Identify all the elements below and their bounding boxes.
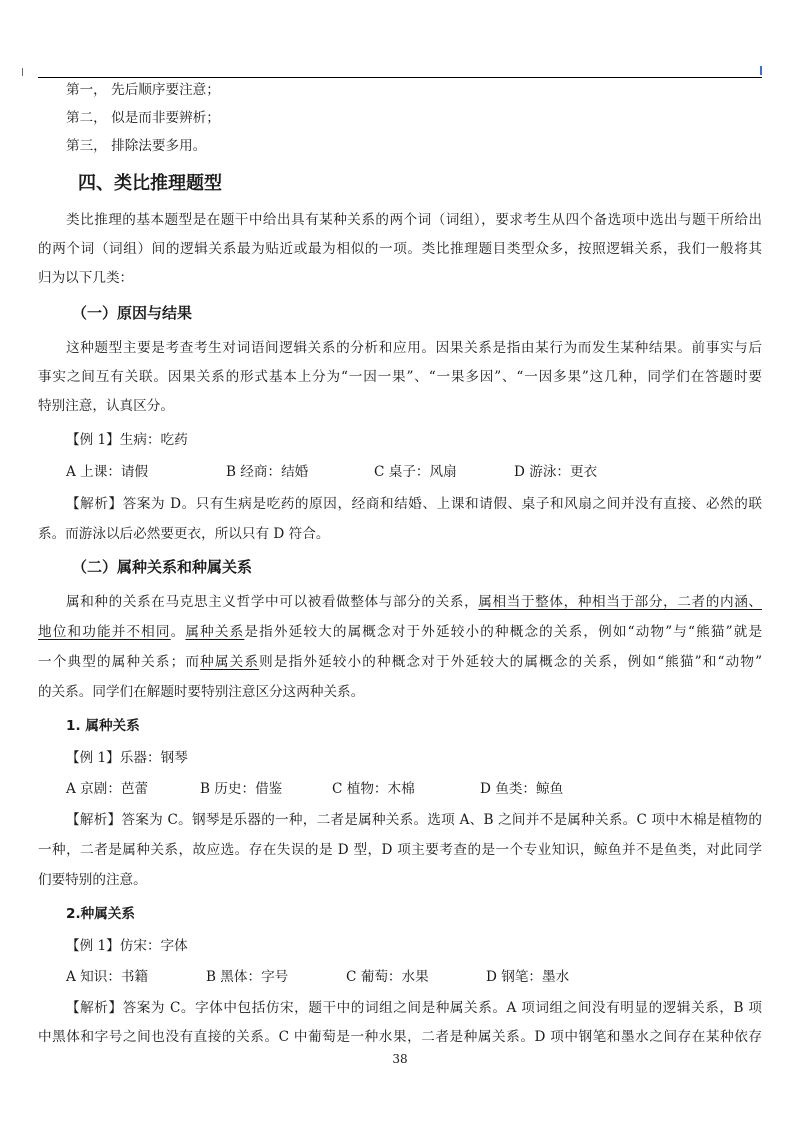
tip-line: 第三， 排除法要多用。 <box>66 138 207 154</box>
option-d: D 钢笔：墨水 <box>486 969 570 985</box>
analysis-line: 中黑体和字号之间也没有直接的关系。C 中葡萄是一种水果，二者是种属关系。D 项中钢笔和墨水之间存在某种依存 <box>38 1029 762 1045</box>
header-rule <box>38 77 762 78</box>
subsection-heading: （一）原因与结果 <box>72 304 193 322</box>
analysis-line: 系。而游泳以后必然要更衣，所以只有 D 符合。 <box>38 526 330 542</box>
option-c: C 葡萄：水果 <box>346 969 429 985</box>
analysis-line: 【解析】答案为 C。钢琴是乐器的一种，二者是属种关系。选项 A、B 之间并不是属种关系。C 项中木棉是植物的 <box>66 812 762 828</box>
header-mark-right <box>760 66 762 75</box>
analysis-line: 【解析】答案为 D。只有生病是吃药的原因，经商和结婚、上课和请假、桌子和风扇之间并没有直接、必然的联 <box>66 496 762 512</box>
paragraph-line: 地位和功能并不相同。属种关系是指外延较大的属概念对于外延较小的种概念的关系，例如“动物”与“熊猫”就是 <box>38 624 762 640</box>
option-d: D 鱼类：鲸鱼 <box>480 781 564 797</box>
subsection-heading: （二）属种关系和种属关系 <box>72 558 253 576</box>
paragraph-line: 的关系。同学们在解题时要特别注意区分这两种关系。 <box>38 684 365 700</box>
analysis-line: 一种，二者是属种关系，故应选。存在失误的是 D 型，D 项主要考查的是一个专业知识，鲸鱼并不是鱼类，对此同学 <box>38 842 762 858</box>
paragraph-line: 归为以下几类： <box>38 270 134 286</box>
paragraph-line: 这种题型主要是考查考生对词语间逻辑关系的分析和应用。因果关系是指由某行为而发生某种结果。前事实与后 <box>66 340 762 356</box>
option-b: B 黑体：字号 <box>206 969 289 985</box>
paragraph-line: 事实之间互有关联。因果关系的形式基本上分为“一因一果”、“一果多因”、“一因多果”这几种，同学们在答题时要 <box>38 369 762 385</box>
page-number: 38 <box>392 1052 408 1066</box>
subsubsection-heading: 2.种属关系 <box>66 906 135 922</box>
option-c: C 植物：木棉 <box>332 781 415 797</box>
analysis-line: 们要特别的注意。 <box>38 872 147 888</box>
paragraph-line: 一个典型的属种关系；而种属关系则是指外延较小的种概念对于外延较大的属概念的关系，例如“熊猫”和“动物” <box>38 654 762 670</box>
tip-line: 第一， 先后顺序要注意； <box>66 82 220 98</box>
option-a: A 知识：书籍 <box>66 969 149 985</box>
paragraph-line: 特别注意，认真区分。 <box>38 398 174 414</box>
paragraph-line: 属和种的关系在马克思主义哲学中可以被看做整体与部分的关系，属相当于整体，种相当于部分，二者的内涵、 <box>66 594 762 610</box>
option-b: B 历史：借鉴 <box>200 781 283 797</box>
analysis-line: 【解析】答案为 C。字体中包括仿宋，题干中的词组之间是种属关系。A 项词组之间没有明显的逻辑关系，B 项 <box>66 1000 762 1016</box>
option-b: B 经商：结婚 <box>226 464 309 480</box>
example-question: 【例 1】乐器：钢琴 <box>66 750 188 766</box>
paragraph-line: 的两个词（词组）间的逻辑关系最为贴近或最为相似的一项。类比推理题目类型众多，按照逻辑关系，我们一般将其 <box>38 241 762 257</box>
paragraph-line: 类比推理的基本题型是在题干中给出具有某种关系的两个词（词组），要求考生从四个备选项中选出与题干所给出 <box>66 212 762 228</box>
section-heading: 四、类比推理题型 <box>78 173 222 194</box>
option-c: C 桌子：风扇 <box>374 464 457 480</box>
subsubsection-heading: 1. 属种关系 <box>66 718 140 734</box>
tip-line: 第二， 似是而非要辨析； <box>66 110 220 126</box>
header-mark-left <box>22 68 23 76</box>
example-question: 【例 1】仿宋：字体 <box>66 938 188 954</box>
option-d: D 游泳：更衣 <box>514 464 598 480</box>
example-question: 【例 1】生病：吃药 <box>66 432 188 448</box>
option-a: A 上课：请假 <box>66 464 149 480</box>
option-a: A 京剧：芭蕾 <box>66 781 149 797</box>
